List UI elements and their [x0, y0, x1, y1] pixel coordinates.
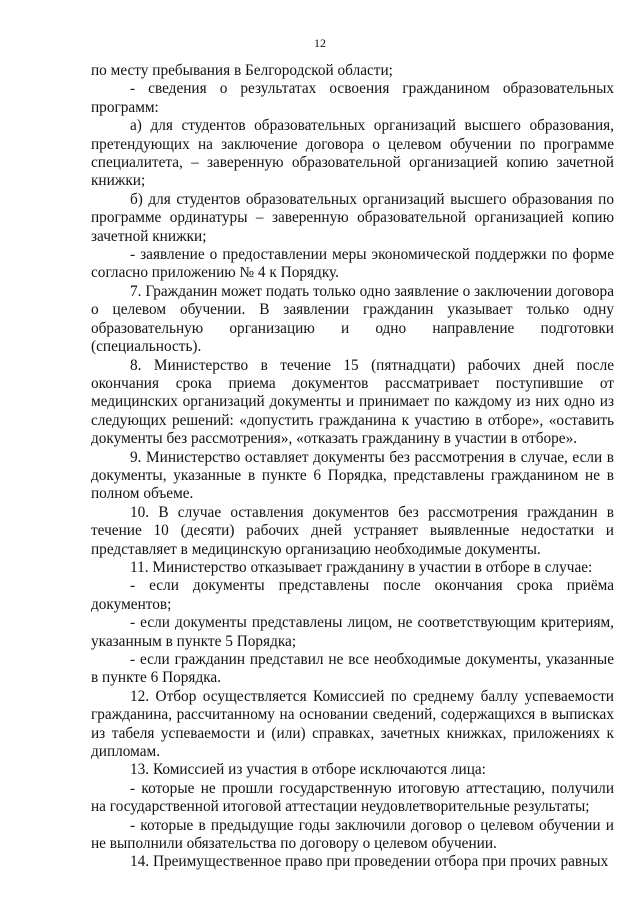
document-body	[91, 62, 614, 872]
paragraph: по месту пребывания в Белгородской области;	[91, 62, 393, 79]
page-number: 12	[314, 36, 326, 50]
paragraph: 8. Министерство в течение 15 (пятнадцати) рабочих дней после окончания срока приема документов рассматривает поступившие от медицинских организаций документы и принимает по каждому из них одно из следующих решений: «допустить гражданина к участию в отборе», «оставить документы без рассмотрения», «отказать гражданину в участии в отборе».	[91, 356, 614, 448]
paragraph: 7. Гражданин может подать только одно заявление о заключении договора о целевом обучении. В заявлении гражданин указывает только одну образовательную организацию и одно направление подготовки (специальность).	[91, 282, 614, 356]
paragraph: - если документы представлены после окончания срока приёма документов;	[91, 577, 614, 613]
paragraph: 14. Преимущественное право при проведении отбора при прочих равных	[130, 853, 609, 871]
paragraph: - если документы представлены лицом, не соответствующим критериям, указанным в пункте 5 Порядка;	[91, 614, 614, 650]
paragraph: 11. Министерство отказывает гражданину в участии в отборе в случае:	[130, 558, 593, 576]
paragraph: - которые не прошли государственную итоговую аттестацию, получили на государственной итоговой аттестации неудовлетворительные результаты;	[91, 779, 614, 816]
paragraph: - сведения о результатах освоения гражданином образовательных программ:	[91, 80, 614, 116]
paragraph: а) для студентов образовательных организаций высшего образования, претендующих на заключение договора о целевом обучении по программе специалитета, – заверенную образовательной организацией копию зачетной книжки;	[91, 117, 614, 190]
paragraph: б) для студентов образовательных организаций высшего образования по программе ординатуры – заверенную образовательной организацией копию зачетной книжки;	[91, 190, 614, 245]
paragraph: - если гражданин представил не все необходимые документы, указанные в пункте 6 Порядка.	[91, 651, 614, 687]
paragraph: - заявление о предоставлении меры экономической поддержки по форме согласно приложению № 4 к Порядку.	[91, 246, 614, 282]
paragraph: 13. Комиссией из участия в отборе исключаются лица:	[130, 761, 486, 779]
paragraph: 12. Отбор осуществляется Комиссией по среднему баллу успеваемости гражданина, рассчитанному на основании сведений, содержащихся в выписках из табеля успеваемости и (или) справках, зачетных книжках, приложениях к дипломам.	[91, 687, 614, 761]
paragraph: 10. В случае оставления документов без рассмотрения гражданин в течение 10 (десяти) рабочих дней устраняет выявленные недостатки и представляет в медицинскую организацию необходимые документы.	[91, 503, 614, 558]
paragraph: 9. Министерство оставляет документы без рассмотрения в случае, если в документы, указанные в пункте 6 Порядка, представлены гражданином не в полном объеме.	[91, 448, 614, 503]
paragraph: - которые в предыдущие годы заключили договор о целевом обучении и не выполнили обязательства по договору о целевом обучении.	[91, 816, 614, 853]
